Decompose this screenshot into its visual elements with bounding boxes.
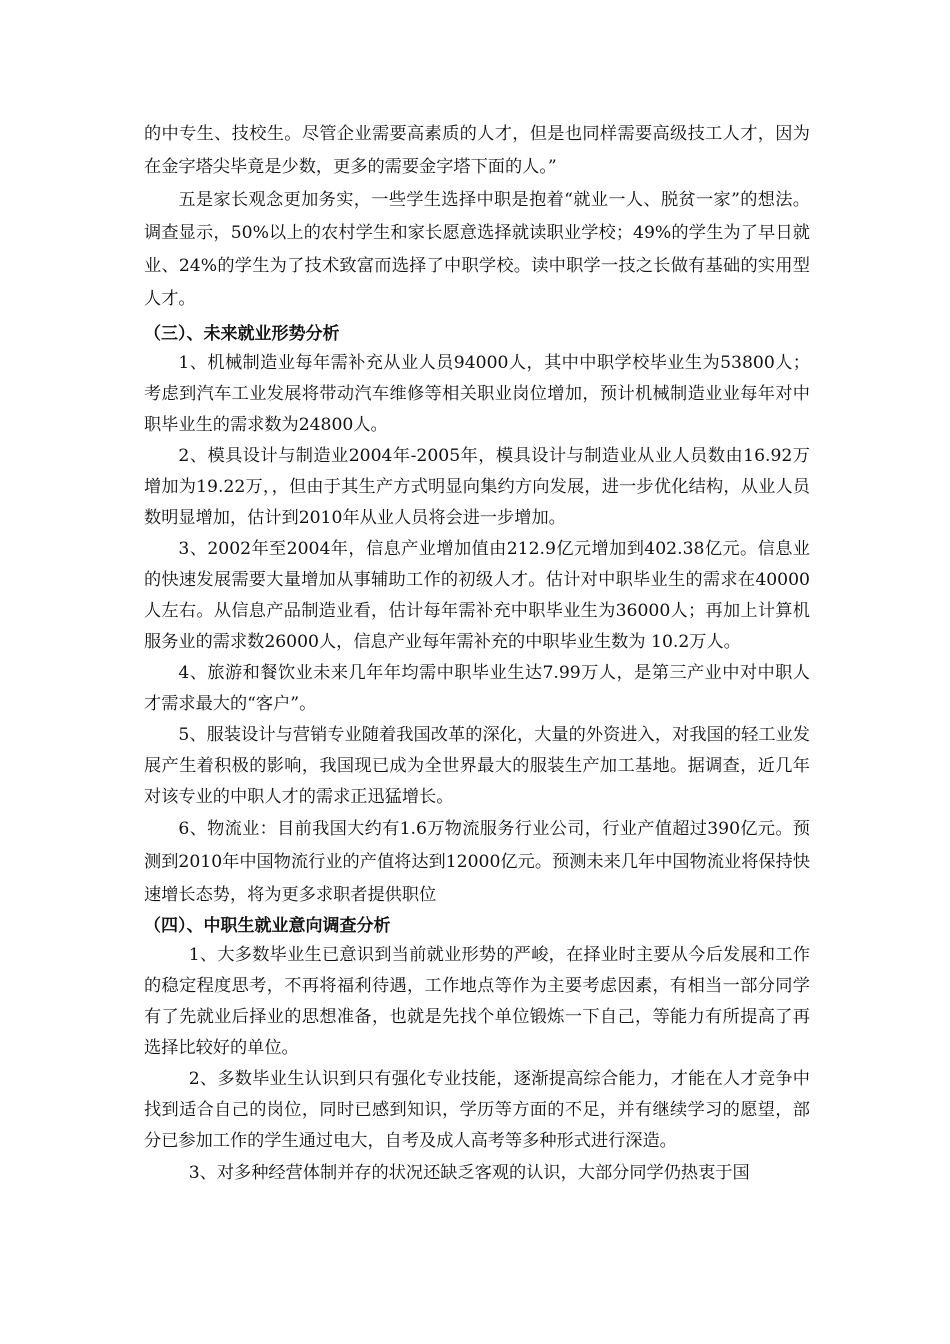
document-body	[144, 118, 810, 1190]
paragraph-parent-attitude: 五是家长观念更加务实，一些学生选择中职是抱着“就业一人、脱贫一家”的想法。调查显示，50%以上的农村学生和家长愿意选择就读职业学校；49%的学生为了早日就业、24%的学生为了技术致富而选择了中职学校。读中职学一技之长做有基础的实用型人才。	[144, 190, 810, 309]
list-item: 4、旅游和餐饮业未来几年年均需中职毕业生达7.99万人，是第三产业中对中职人才需求最大的“客户”。	[144, 663, 810, 714]
list-item: 6、物流业：目前我国大约有1.6万物流服务行业公司，行业产值超过390亿元。预测到2010年中国物流行业的产值将达到12000亿元。预测未来几年中国物流业将保持快速增长态势，将为更多求职者提供职位	[144, 819, 810, 905]
list-item: 2、多数毕业生认识到只有强化专业技能，逐渐提高综合能力，才能在人才竞争中找到适合自己的岗位，同时已感到知识，学历等方面的不足，并有继续学习的愿望，部分已参加工作的学生通过电大，自考及成人高考等多种形式进行深造。	[144, 1069, 810, 1151]
list-item: 1、机械制造业每年需补充从业人员94000人，其中中职学校毕业生为53800人；考虑到汽车工业发展将带动汽车维修等相关职业岗位增加，预计机械制造业业每年对中职毕业生的需求数为24800人。	[144, 353, 810, 435]
section-heading-employment-intention: （四）、中职生就业意向调查分析	[144, 916, 391, 936]
list-item: 5、服装设计与营销专业随着我国改革的深化，大量的外资进入，对我国的轻工业发展产生着积极的影响，我国现已成为全世界最大的服装生产加工基地。据调查，近几年对该专业的中职人才的需求正迅猛增长。	[144, 725, 810, 807]
list-item: 3、对多种经营体制并存的状况还缺乏客观的认识，大部分同学仍热衷于国	[188, 1163, 750, 1183]
list-item: 3、2002年至2004年，信息产业增加值由212.9亿元增加到402.38亿元。信息业的快速发展需要大量增加从事辅助工作的初级人才。估计对中职毕业生的需求在40000 人左右。从信息产品制造业看，估计每年需补充中职毕业生为36000人；再加上计算机服务业的需求数26000人，信息产业每年需补充的中职毕业生数为 10.2万人。	[144, 539, 810, 652]
list-item: 1、大多数毕业生已意识到当前就业形势的严峻，在择业时主要从今后发展和工作的稳定程度思考，不再将福利待遇，工作地点等作为主要考虑因素，有相当一部分同学有了先就业后择业的思想准备，也就是先找个单位锻炼一下自己，等能力有所提高了再选择比较好的单位。	[144, 945, 810, 1058]
paragraph-intro-continued: 的中专生、技校生。尽管企业需要高素质的人才，但是也同样需要高级技工人才，因为在金字塔尖毕竟是少数，更多的需要金字塔下面的人。”	[144, 124, 810, 177]
section-heading-future-employment: （三）、未来就业形势分析	[144, 324, 340, 344]
list-item: 2、模具设计与制造业2004年-2005年，模具设计与制造业从业人员数由16.92万增加为19.22万，，但由于其生产方式明显向集约方向发展，进一步优化结构，从业人员数明显增加，估计到2010年从业人员将会进一步增加。	[144, 446, 810, 528]
